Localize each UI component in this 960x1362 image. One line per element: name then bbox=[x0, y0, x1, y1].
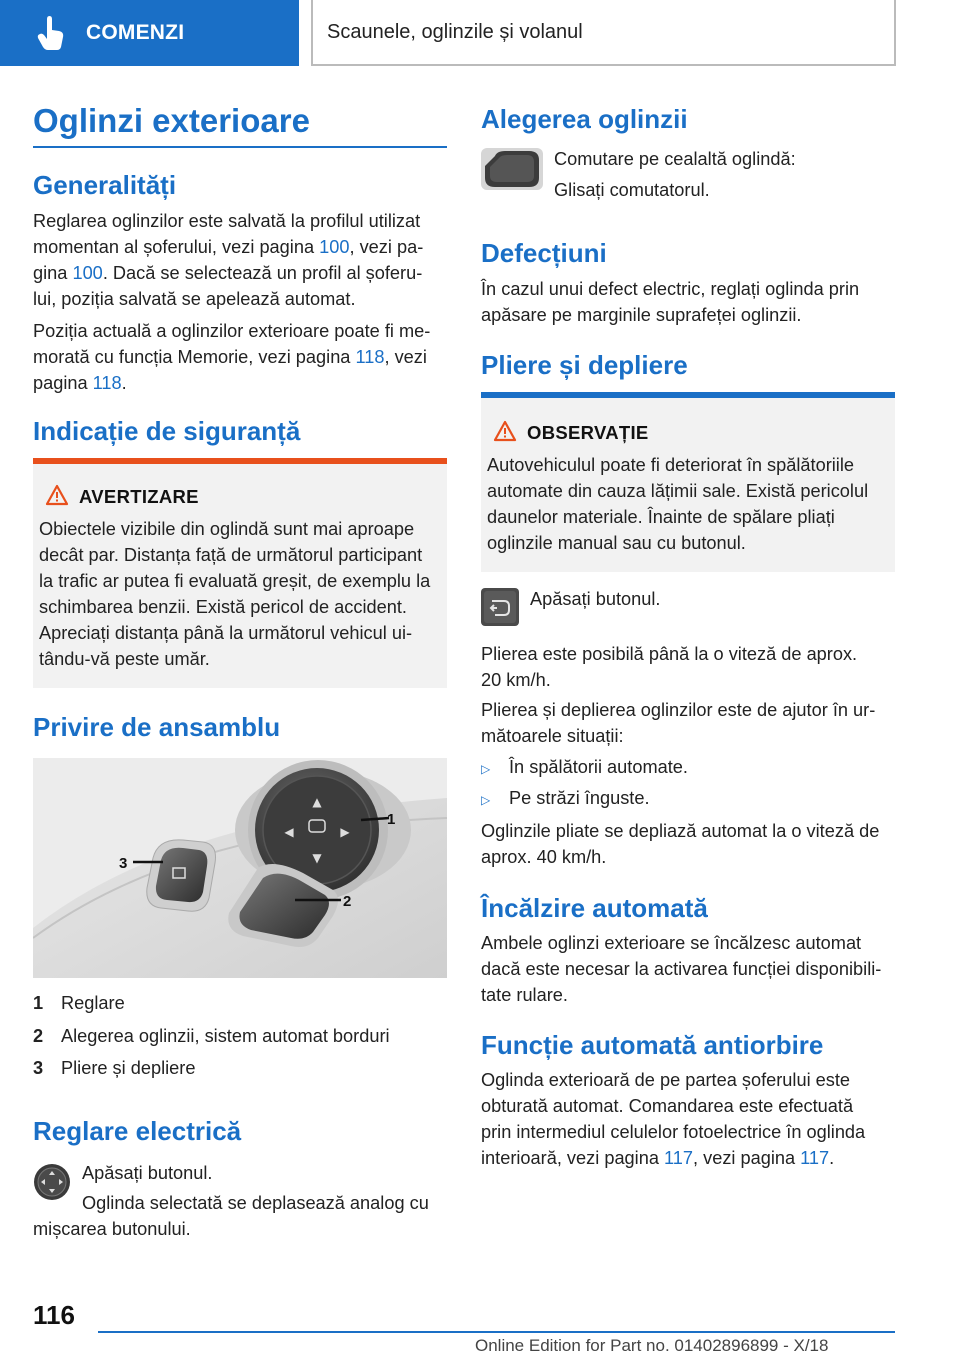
fold-press-text: Apăsați butonul. bbox=[530, 589, 661, 609]
heading-select-mirror: Alegerea oglinzii bbox=[481, 104, 688, 134]
paragraph-general-1: Reglarea oglinzilor este salvată la profilul utilizat momentan al șoferului, vezi pagina 100, vezi pa- gina 100. Dacă se selectează un profil al șoferu- lui, poziția salvată se apelează automat. bbox=[33, 211, 424, 309]
callout-2: 2 bbox=[343, 893, 352, 910]
heading-overview: Privire de ansamblu bbox=[33, 712, 281, 742]
warning-title: AVERTIZARE bbox=[79, 486, 199, 507]
svg-text:◀: ◀ bbox=[284, 825, 294, 839]
heading-defects: Defecțiuni bbox=[481, 238, 607, 268]
callout-3: 3 bbox=[119, 855, 128, 872]
note-bar bbox=[481, 392, 895, 398]
fold-paragraph-2: Plierea și deplierea oglinzilor este de ajutor în ur- mătoarele situații: bbox=[481, 700, 876, 746]
heading-folding: Pliere și depliere bbox=[481, 350, 688, 380]
heading-heating: Încălzire automată bbox=[481, 893, 708, 923]
page-link-118[interactable]: 118 bbox=[92, 373, 122, 393]
page-link-118[interactable]: 118 bbox=[355, 347, 385, 367]
mirror-selector-switch-icon bbox=[481, 148, 543, 195]
page-number: 116 bbox=[33, 1300, 75, 1330]
electric-line-2: Oglinda selectată se deplasează analog cu bbox=[82, 1193, 429, 1213]
antiglare-text: Oglinda exterioară de pe partea șoferului este obturată automat. Comandarea este efectuată prin intermediul celulelor fotoelectrice în oglinda interioară, vezi pagina 117, vezi pagina 117. bbox=[481, 1070, 866, 1168]
electric-line-3: mișcarea butonului. bbox=[33, 1219, 191, 1239]
paragraph-general-2: Poziția actuală a oglinzilor exterioare poate fi me- morată cu funcția Memorie, vezi pagina 118, vezi pagina 118. bbox=[33, 321, 431, 393]
page-link-100[interactable]: 100 bbox=[72, 263, 103, 283]
page-link-117[interactable]: 117 bbox=[664, 1148, 693, 1168]
warning-triangle-icon bbox=[45, 484, 69, 511]
heading-safety: Indicație de siguranță bbox=[33, 416, 301, 446]
heating-text: Ambele oglinzi exterioare se încălzesc automat dacă este necesar la activarea funcției disponibili- tate rulare. bbox=[481, 933, 882, 1005]
footer-edition: Online Edition for Part no. 01402896899 - X/18 bbox=[475, 1336, 829, 1355]
callout-1: 1 bbox=[387, 811, 396, 828]
page-link-100[interactable]: 100 bbox=[319, 237, 350, 257]
footer-rule bbox=[98, 1331, 895, 1333]
chapter-title-box bbox=[311, 0, 896, 66]
warning-bar bbox=[33, 458, 447, 464]
page-link-117[interactable]: 117 bbox=[800, 1148, 830, 1168]
select-line-2: Glisați comutatorul. bbox=[554, 180, 710, 200]
section-tab[interactable] bbox=[0, 0, 299, 66]
note-box bbox=[481, 392, 895, 572]
fold-paragraph-1: Plierea este posibilă până la o viteză de aprox. 20 km/h. bbox=[481, 644, 858, 690]
fold-mirror-button-icon bbox=[481, 588, 519, 631]
heading-antiglare: Funcție automată antiorbire bbox=[481, 1030, 824, 1060]
bullet-arrow-icon: ▷ bbox=[481, 762, 491, 776]
heading-general: Generalități bbox=[33, 170, 177, 200]
warning-box bbox=[33, 458, 447, 688]
svg-text:▶: ▶ bbox=[340, 825, 350, 839]
chapter-title: Scaunele, oglinzile și volanul bbox=[327, 20, 583, 43]
heading-electric: Reglare electrică bbox=[33, 1116, 242, 1146]
title-rule bbox=[33, 146, 447, 148]
hand-pointer-icon bbox=[32, 13, 72, 53]
svg-text:▼: ▼ bbox=[312, 851, 322, 865]
select-line-1: Comutare pe cealaltă oglindă: bbox=[554, 149, 796, 169]
defects-text: În cazul unui defect electric, reglați oglinda prin apăsare pe marginile suprafeței oglinzii. bbox=[481, 279, 860, 325]
note-title: OBSERVAȚIE bbox=[527, 422, 649, 443]
warning-triangle-icon bbox=[493, 420, 517, 447]
page-title: Oglinzi exterioare bbox=[33, 102, 310, 139]
fold-paragraph-3: Oglinzile pliate se depliază automat la o viteză de aprox. 40 km/h. bbox=[481, 821, 880, 867]
svg-text:▲: ▲ bbox=[312, 795, 322, 809]
warning-text: Obiectele vizibile din oglindă sunt mai aproape decât par. Distanța față de următorul participant la trafic ar putea fi evaluată greșit, de exemplu la schimbarea benzii. Există pericol de accident. Apreciați distanța până la următorul vehicul ui- tându-vă peste umăr. bbox=[39, 519, 431, 669]
section-tab-label: COMENZI bbox=[86, 21, 185, 44]
note-text: Autovehiculul poate fi deteriorat în spălătoriile automate din cauza lățimii sale. Există pericolul daunelor materiale. Înainte de spălare pliați oglinzile manual sau cu butonul. bbox=[487, 455, 869, 553]
mirror-controls-photo bbox=[33, 758, 447, 978]
bullet-arrow-icon: ▷ bbox=[481, 793, 491, 807]
electric-line-1: Apăsați butonul. bbox=[82, 1163, 213, 1183]
joystick-button-icon bbox=[33, 1163, 71, 1206]
